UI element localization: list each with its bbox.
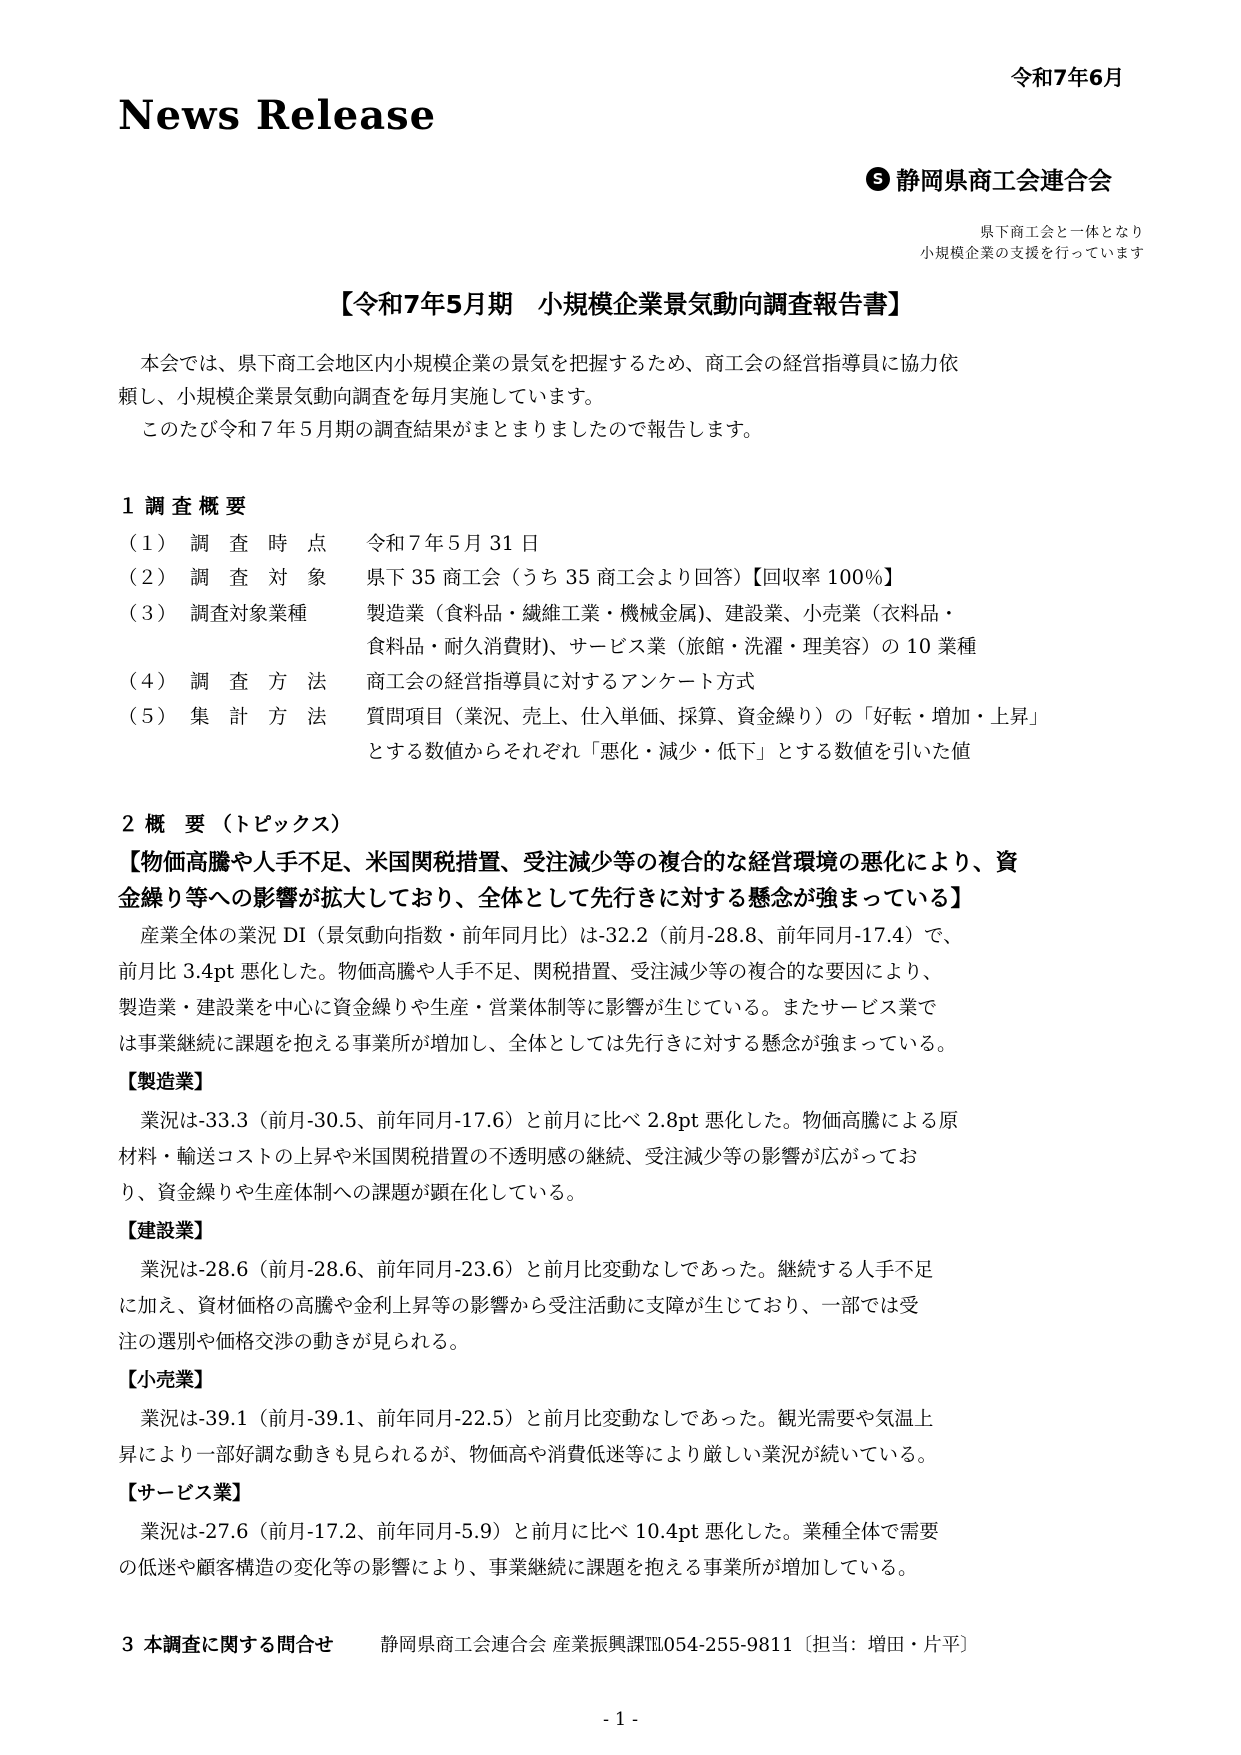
item-number: （４）: [118, 670, 177, 693]
section-2-heading: ２ 概 要 （トピックス）: [118, 812, 351, 836]
item-number: （５）: [118, 705, 177, 728]
item-value: 商工会の経営指導員に対するアンケート方式: [366, 670, 755, 693]
manufacturing-line: 材料・輸送コストの上昇や米国関税措置の不透明感の継続、受注減少等の影響が広がってお: [118, 1145, 918, 1168]
item-label: 調 査 対 象: [190, 566, 327, 589]
item-label: 調 査 時 点: [190, 532, 327, 555]
service-heading: 【サービス業】: [118, 1482, 252, 1504]
construction-line: 業況は-28.6（前月-28.6、前年同月-23.6）と前月比変動なしであった。継続する人手不足: [140, 1258, 934, 1281]
item-value: 製造業（食料品・繊維工業・機械金属)、建設業、小売業（衣料品・: [366, 602, 959, 625]
item-number: （２）: [118, 566, 177, 589]
service-line: の低迷や顧客構造の変化等の影響により、事業継続に課題を抱える事業所が増加している。: [118, 1556, 918, 1579]
retail-line: 業況は-39.1（前月-39.1、前年同月-22.5）と前月比変動なしであった。観光需要や気温上: [140, 1407, 934, 1430]
section-3-heading: ３ 本調査に関する問合せ: [118, 1634, 334, 1656]
topic-line-2: 金繰り等への影響が拡大しており、全体として先行きに対する懸念が強まっている】: [118, 886, 974, 912]
overall-line: 産業全体の業況 DI（景気動向指数・前年同月比）は-32.2（前月-28.8、前年同月-17.4）で、: [140, 924, 963, 947]
item-value: 令和７年５月 31 日: [366, 532, 540, 555]
org-name: 静岡県商工会連合会: [896, 167, 1112, 195]
section-1-heading: １ 調 査 概 要: [118, 494, 246, 518]
item-value: 県下 35 商工会（うち 35 商工会より回答）【回収率 100％】: [366, 566, 904, 589]
manufacturing-line: り、資金繰りや生産体制への課題が顕在化している。: [118, 1181, 587, 1204]
item-label: 調査対象業種: [190, 602, 308, 625]
retail-line: 昇により一部好調な動きも見られるが、物価高や消費低迷等により厳しい業況が続いている。: [118, 1443, 938, 1466]
news-release-heading: News Release: [118, 92, 437, 139]
overall-line: は事業継続に課題を抱える事業所が増加し、全体としては先行きに対する懸念が強まっている。: [118, 1032, 957, 1055]
item-number: （１）: [118, 532, 177, 555]
item-value: 質問項目（業況、売上、仕入単価、採算、資金繰り）の「好転・増加・上昇」: [366, 705, 1049, 728]
org-logo-icon: S: [866, 167, 890, 191]
topic-line-1: 【物価高騰や人手不足、米国関税措置、受注減少等の複合的な経営環境の悪化により、資: [118, 850, 1019, 876]
item-label: 集 計 方 法: [190, 705, 327, 728]
item-label: 調 査 方 法: [190, 670, 327, 693]
overall-line: 製造業・建設業を中心に資金繰りや生産・営業体制等に影響が生じている。またサービス業で: [118, 996, 938, 1019]
construction-line: 注の選別や価格交渉の動きが見られる。: [118, 1330, 470, 1353]
manufacturing-line: 業況は-33.3（前月-30.5、前年同月-17.6）と前月に比べ 2.8pt 悪化した。物価高騰による原: [140, 1109, 959, 1132]
tagline-line-1: 県下商工会と一体となり: [980, 225, 1145, 241]
intro-line-2: 頼し、小規模企業景気動向調査を毎月実施しています。: [118, 385, 604, 408]
item-number: （３）: [118, 602, 177, 625]
intro-line-3: このたび令和７年５月期の調査結果がまとまりましたので報告します。: [140, 418, 763, 441]
page-number: - 1 -: [602, 1709, 639, 1730]
item-value-cont: とする数値からそれぞれ「悪化・減少・低下」とする数値を引いた値: [366, 740, 971, 763]
overall-line: 前月比 3.4pt 悪化した。物価高騰や人手不足、関税措置、受注減少等の複合的な要因により、: [118, 960, 943, 983]
construction-line: に加え、資材価格の高騰や金利上昇等の影響から受注活動に支障が生じており、一部では受: [118, 1294, 919, 1317]
item-value-cont: 食料品・耐久消費財)、サービス業（旅館・洗濯・理美容）の 10 業種: [366, 635, 977, 658]
report-title: 【令和7年5月期 小規模企業景気動向調査報告書】: [328, 290, 913, 319]
retail-heading: 【小売業】: [118, 1369, 214, 1391]
service-line: 業況は-27.6（前月-17.2、前年同月-5.9）と前月に比べ 10.4pt 悪化した。業種全体で需要: [140, 1520, 939, 1543]
organization: [866, 161, 1112, 196]
manufacturing-heading: 【製造業】: [118, 1071, 214, 1093]
release-date: 令和7年6月: [1011, 66, 1125, 90]
contact-info: 静岡県商工会連合会 産業振興課℡054-255-9811〔担当：増田・片平〕: [380, 1635, 979, 1656]
tagline-line-2: 小規模企業の支援を行っています: [920, 246, 1145, 262]
intro-line-1: 本会では、県下商工会地区内小規模企業の景気を把握するため、商工会の経営指導員に協力依: [140, 352, 959, 375]
construction-heading: 【建設業】: [118, 1220, 214, 1242]
